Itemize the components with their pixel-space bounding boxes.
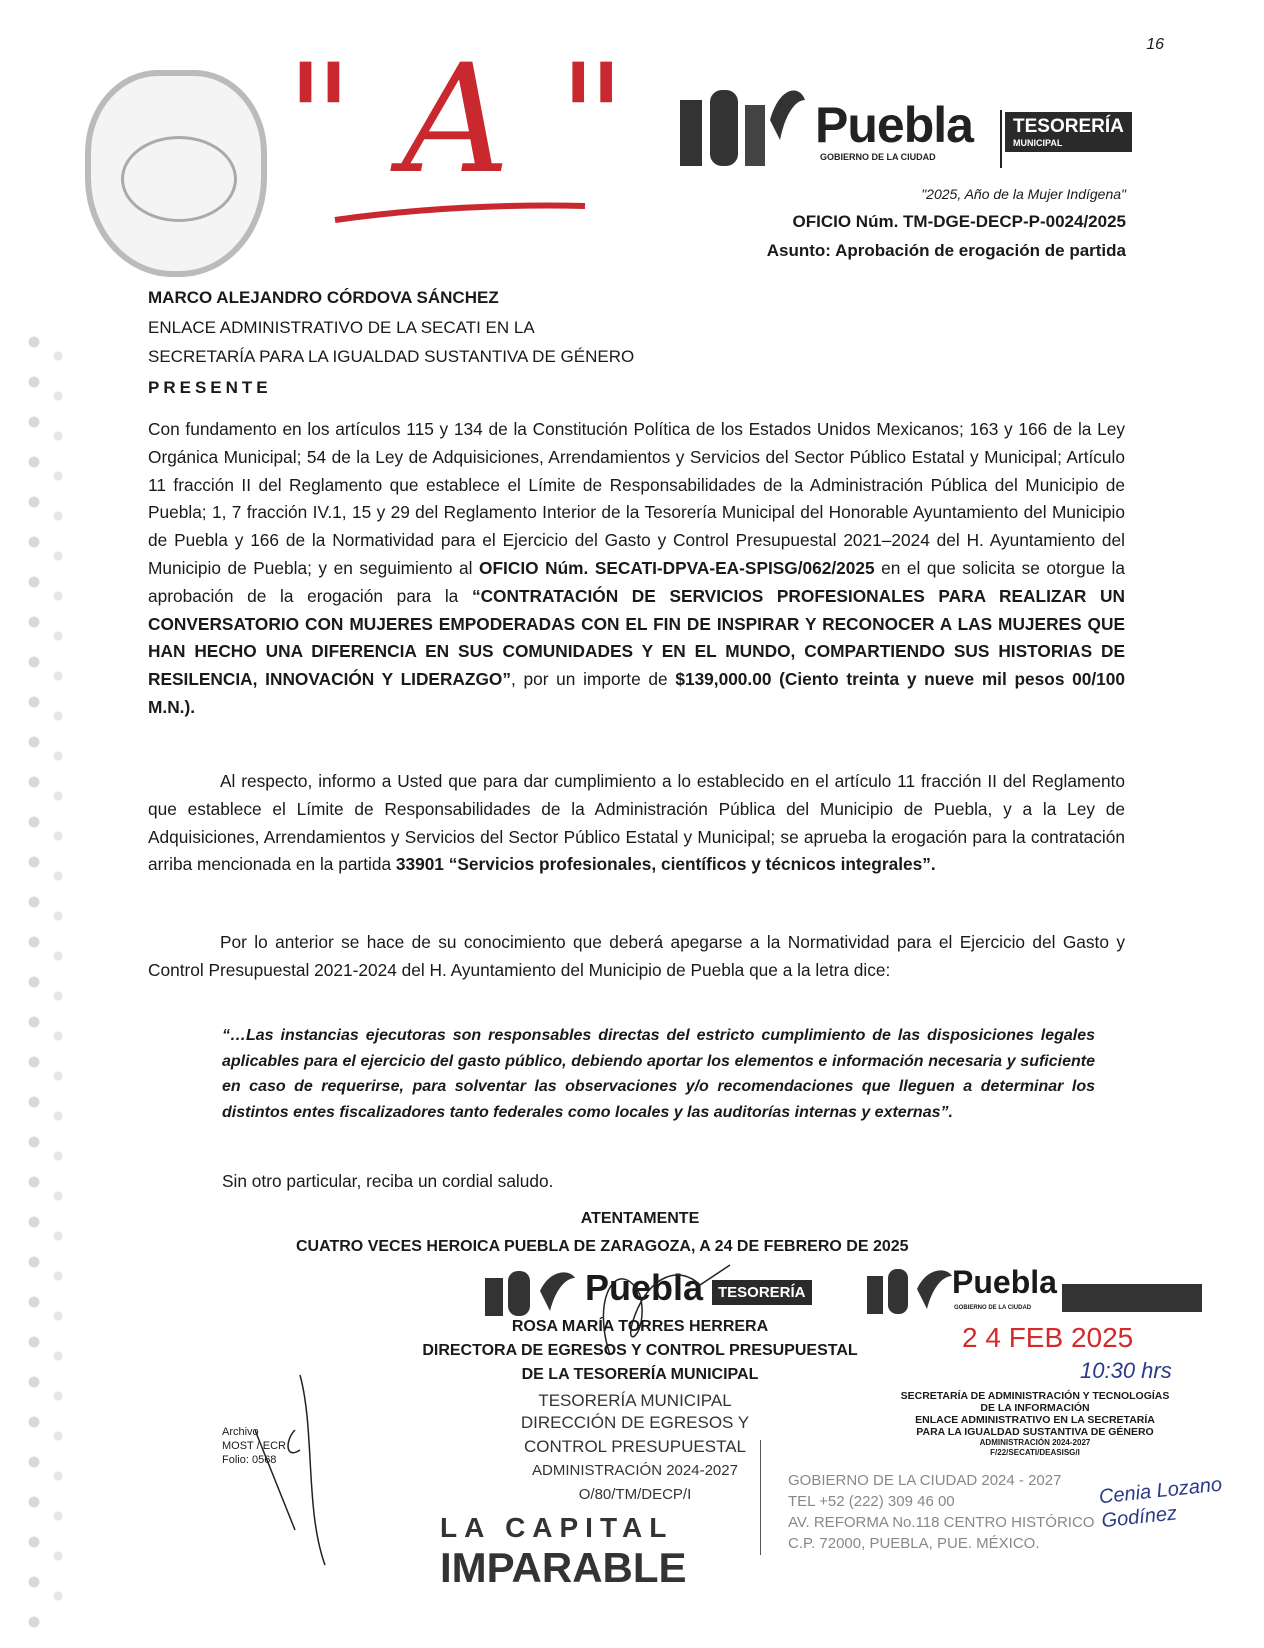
paragraph-3: Por lo anterior se hace de su conocimiento que deberá apegarse a la Normatividad para el Ejercicio del Gasto y Control Presupuestal 2021-2024 del H. Ayuntamiento del Municipio de Puebla que a la letra dice: <box>148 932 1125 980</box>
place-date: CUATRO VECES HEROICA PUEBLA DE ZARAGOZA, A 24 DE FEBRERO DE 2025 <box>296 1238 909 1255</box>
recipient-title-2: SECRETARÍA PARA LA IGUALDAD SUSTANTIVA DE GÉNERO <box>148 347 635 366</box>
recipient-title-1: ENLACE ADMINISTRATIVO DE LA SECATI EN LA <box>148 318 535 337</box>
oficio-number: OFICIO Núm. TM-DGE-DECP-P-0024/2025 <box>792 212 1126 231</box>
initials-signature <box>255 1370 335 1570</box>
page-mark: 16 <box>1146 36 1164 53</box>
red-underline-stroke <box>330 200 590 230</box>
address-block: GOBIERNO DE LA CIUDAD 2024 - 2027 TEL +52 (222) 309 46 00 AV. REFORMA No.118 CENTRO HISTÓRICO C.P. 72000, PUEBLA, PUE. MÉXICO. <box>788 1472 1095 1552</box>
municipal-seal <box>85 70 267 277</box>
quoted-regulation: “…Las instancias ejecutoras son responsables directas del estricto cumplimiento de las disposiciones legales aplicables para el ejercicio del gasto público, debiendo aportar los elementos e información necesaria y suficiente en caso de requerirse, para solventar las observaciones y/o recomendaciones que lleguen a determinar los distintos entes fiscalizadores tanto federales como locales y las auditorías internas y externas”. <box>222 1027 1095 1121</box>
paragraph-1: Con fundamento en los artículos 115 y 134 de la Constitución Política de los Estados Unidos Mexicanos; 163 y 166 de la Ley Orgánica Municipal; 54 de la Ley de Adquisiciones, Arrendamientos y Servicios del Sector Público Estatal y Municipal; Artículo 11 fracción II del Reglamento que establece el Límite de Responsabilidades de la Administración Pública del Municipio de Puebla; 1, 7 fracción IV.1, 15 y 29 del Reglamento Interior de la Tesorería Municipal del Honorable Ayuntamiento del Municipio de Puebla y 166 de la Normatividad para el Ejercicio del Gasto y Control Presupuestal 2021–2024 del H. Ayuntamiento del Municipio de Puebla; y en seguimiento al OFICIO Núm. SECATI-DPVA-EA-SPISG/062/2025 en el que solicita se otorgue la aprobación de la erogación para la “CONTRATACIÓN DE SERVICIOS PROFESIONALES PARA REALIZAR UN CONVERSATORIO CON MUJERES EMPODERADAS CON EL FIN DE INSPIRAR Y RECONOCER A LAS MUJERES QUE HAN HECHO UNA DIFERENCIA EN SUS COMUNIDADES Y EN EL MUNDO, COMPARTIENDO SUS HISTORIAS DE RESILENCIA, INNOVACIÓN Y LIDERAZGO”, por un importe de $139,000.00 (Ciento treinta y nueve mil pesos 00/100 M.N.). <box>148 419 1126 717</box>
received-time: 10:30 hrs <box>1080 1358 1172 1383</box>
signer-title-1: DIRECTORA DE EGRESOS Y CONTROL PRESUPUESTAL <box>422 1342 858 1359</box>
tesoreria-stamp-text: TESORERÍA MUNICIPAL DIRECCIÓN DE EGRESOS Y CONTROL PRESUPUESTAL ADMINISTRACIÓN 2024-2027 O/80/TM/DECP/I <box>520 1391 750 1503</box>
subject: Asunto: Aprobación de erogación de partida <box>766 241 1126 260</box>
presente: PRESENTE <box>148 378 272 397</box>
received-stamp-logo: Puebla GOBIERNO DE LA CIUDAD <box>862 1264 1207 1316</box>
year-motto: "2025, Año de la Mujer Indígena" <box>921 186 1126 202</box>
recipient-name: MARCO ALEJANDRO CÓRDOVA SÁNCHEZ <box>148 288 499 307</box>
archive-reference: Archivo MOST / ECR Folio: 0568 <box>222 1426 286 1466</box>
puebla-tesoreria-logo: Puebla GOBIERNO DE LA CIUDAD TESORERÍA MUNICIPAL <box>675 78 1145 173</box>
receiver-signature: Cenia Lozano Godínez <box>1097 1473 1224 1533</box>
decorative-border-pattern <box>22 330 72 1630</box>
atentamente: ATENTAMENTE <box>580 1210 700 1227</box>
slogan-line-2: IMPARABLE <box>440 1544 687 1591</box>
received-stamp-text: SECRETARÍA DE ADMINISTRACIÓN Y TECNOLOGÍAS DE LA INFORMACIÓN ENLACE ADMINISTRATIVO EN LA SECRETARÍA PARA LA IGUALDAD SUSTANTIVA DE GÉNERO ADMINISTRACIÓN 2024-2027 F/22/SECATI/DEASISG/I <box>900 1390 1170 1457</box>
received-date: 2 4 FEB 2025 <box>962 1322 1134 1353</box>
tesoreria-stamp-logo: Puebla TESORERÍA <box>480 1266 820 1316</box>
divider <box>760 1440 761 1555</box>
paragraph-2: Al respecto, informo a Usted que para dar cumplimiento a lo establecido en el artículo 11 fracción II del Reglamento que establece el Límite de Responsabilidades de la Administración Pública del Municipio de Puebla, y a la Ley de Adquisiciones, Arrendamientos y Servicios del Sector Público Estatal y Municipal; se aprueba la erogación para la contratación arriba mencionada en la partida 33901 “Servicios profesionales, científicos y técnicos integrales”. <box>148 771 1125 875</box>
signer-name: ROSA MARÍA TORRES HERRERA <box>511 1318 769 1335</box>
closing: Sin otro particular, reciba un cordial saludo. <box>222 1171 554 1191</box>
red-letter-a-mark: " A " <box>285 33 627 207</box>
signer-title-2: DE LA TESORERÍA MUNICIPAL <box>521 1366 759 1383</box>
slogan-line-1: LA CAPITAL <box>440 1512 674 1543</box>
